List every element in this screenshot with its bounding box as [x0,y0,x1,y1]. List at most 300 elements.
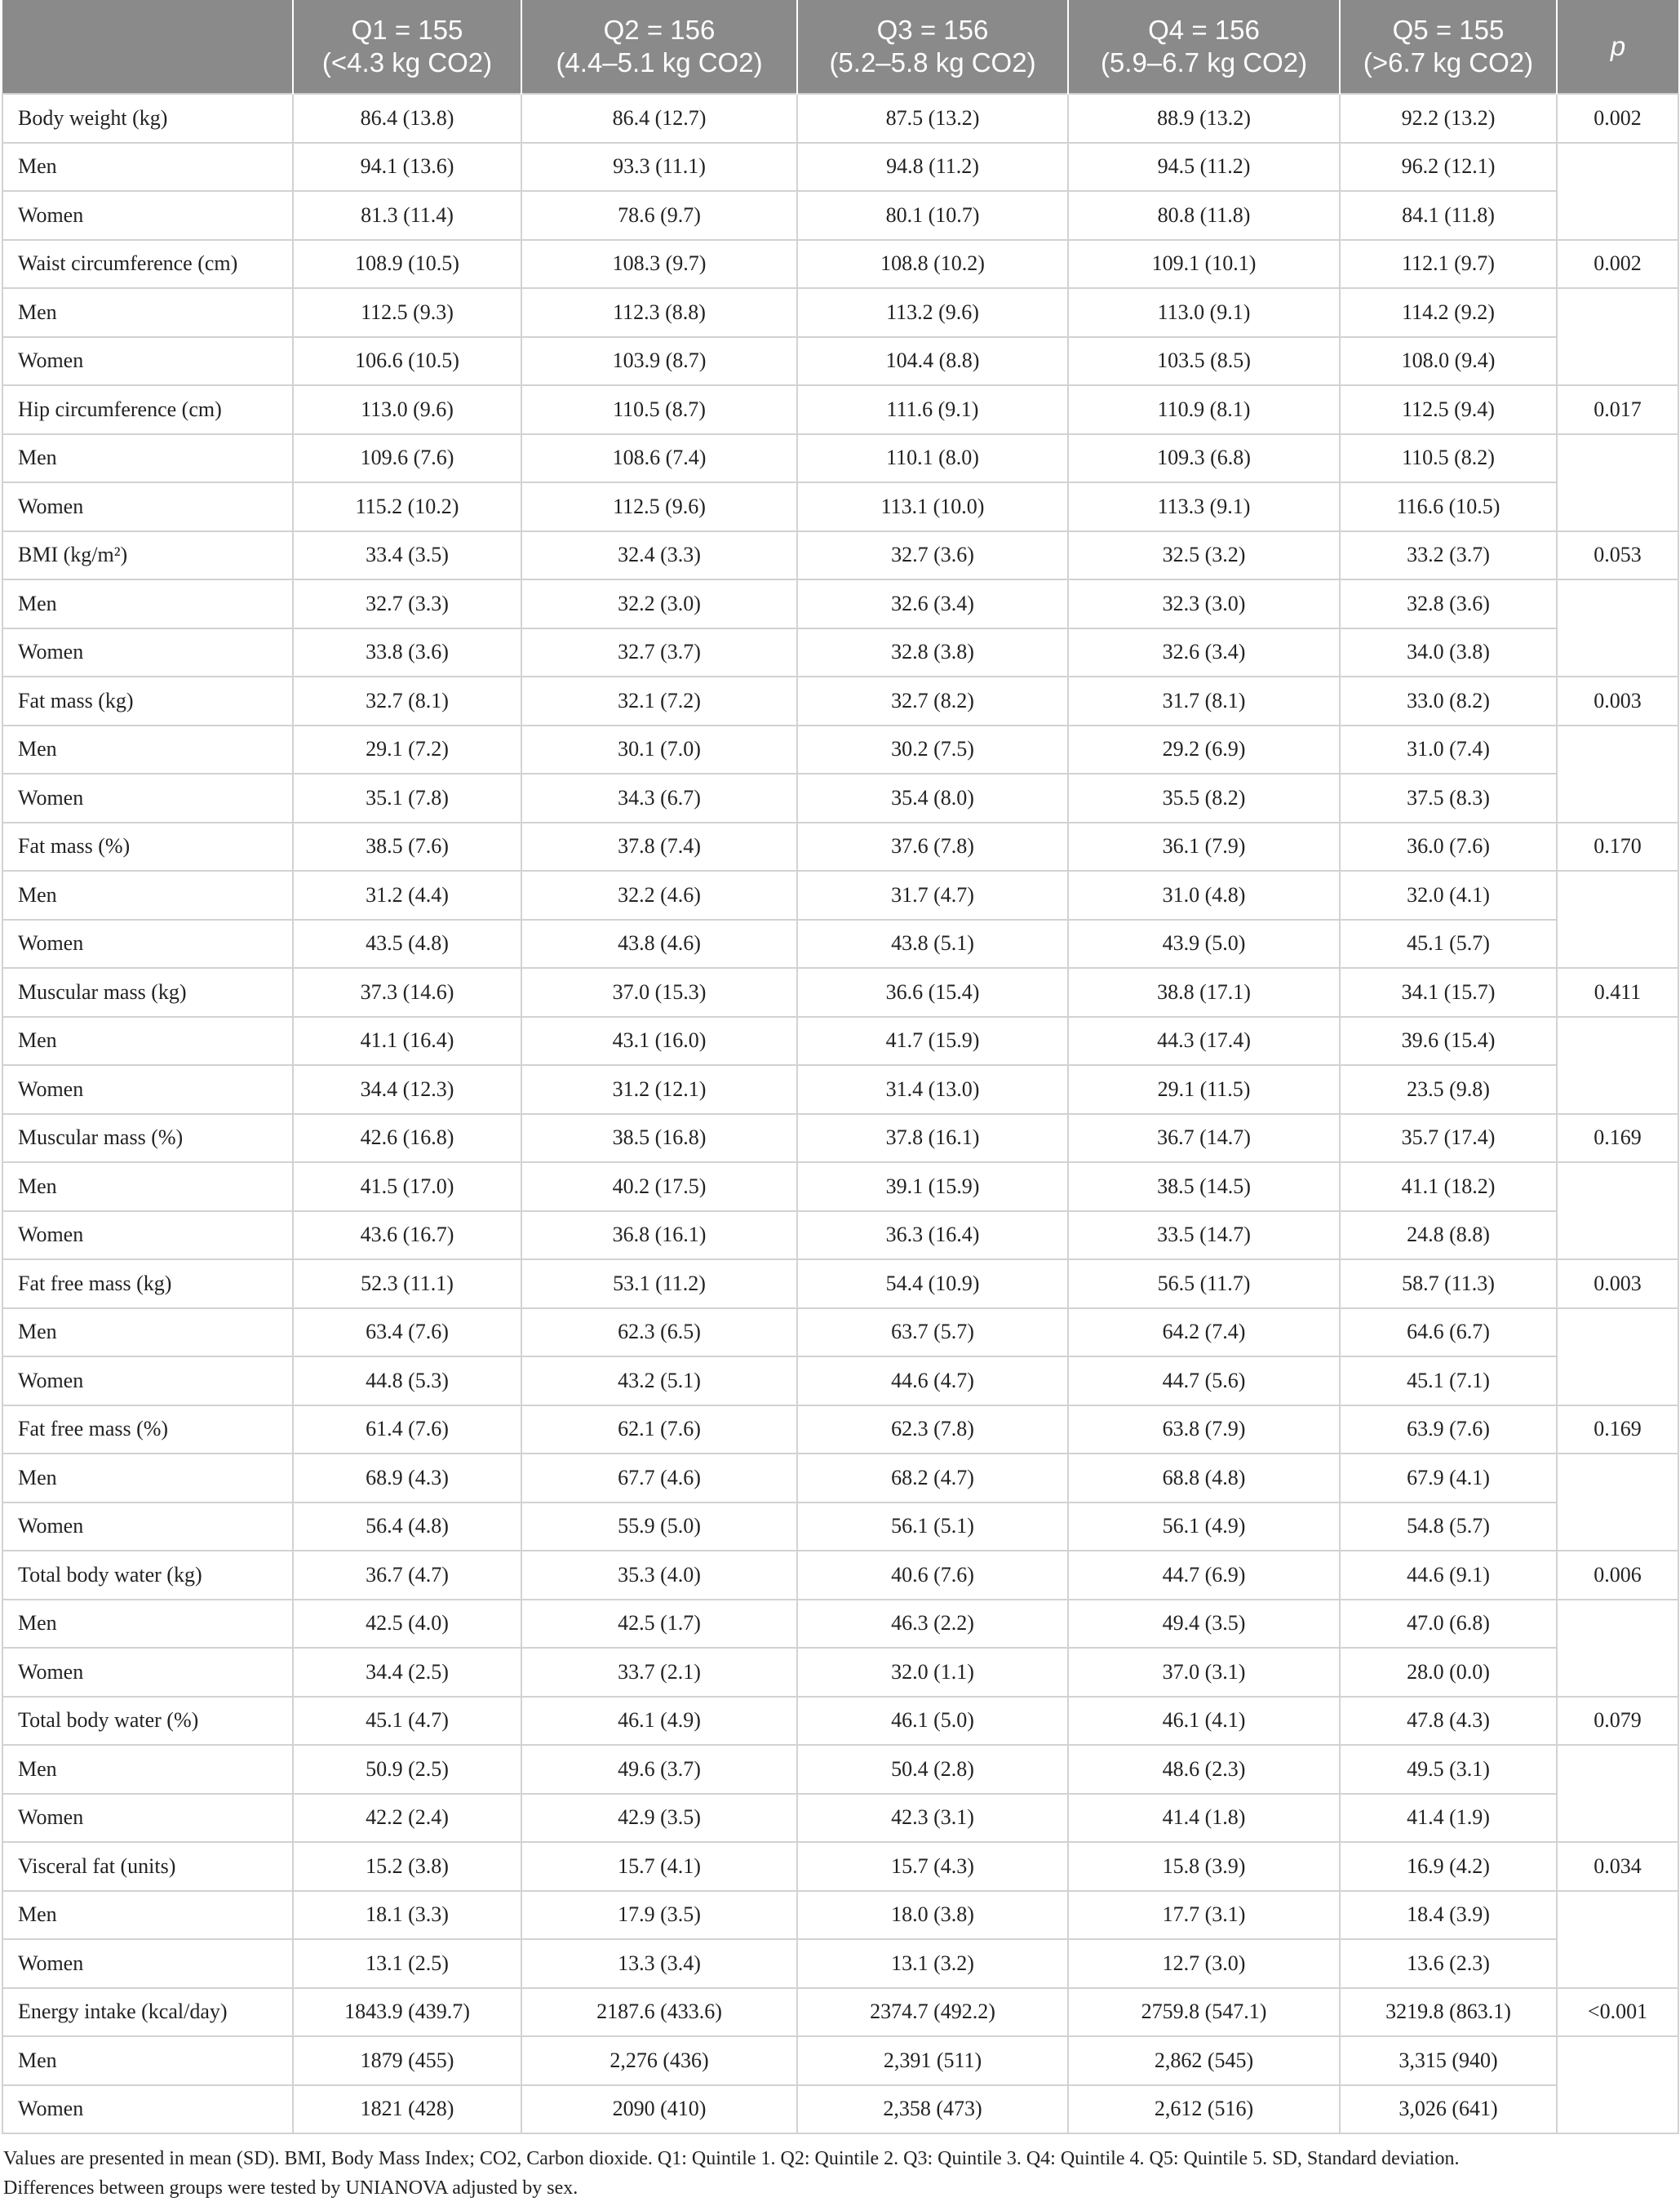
table-row [2,337,1678,386]
table-row [2,2036,1678,2085]
header-line-1: Q3 = 156 [876,15,989,45]
table-cell: 111.6 (9.1) [797,385,1068,434]
table-cell: 36.7 (4.7) [293,1551,521,1600]
header-line-1: Q2 = 156 [603,15,716,45]
table-cell: 12.7 (3.0) [1068,1939,1340,1988]
table-cell: 47.8 (4.3) [1340,1697,1557,1746]
header-line-1: Q1 = 155 [351,15,463,45]
table-row [2,1939,1678,1988]
header-line-1: Q5 = 155 [1392,15,1505,45]
table-cell: 56.5 (11.7) [1068,1259,1340,1308]
table-cell: 41.7 (15.9) [797,1017,1068,1066]
table-row [2,628,1678,677]
table-cell: 38.5 (14.5) [1068,1162,1340,1211]
table-cell: 32.5 (3.2) [1068,531,1340,580]
table-cell: 106.6 (10.5) [293,337,521,386]
table-cell: 41.5 (17.0) [293,1162,521,1211]
table-cell: 31.0 (4.8) [1068,871,1340,920]
table-cell: 113.2 (9.6) [797,288,1068,337]
table-cell: 56.1 (4.9) [1068,1502,1340,1551]
table-cell: 32.0 (1.1) [797,1648,1068,1697]
table-cell: 103.9 (8.7) [521,337,797,386]
table-cell: 18.0 (3.8) [797,1891,1068,1940]
table-row [2,1551,1678,1600]
table-cell: 113.3 (9.1) [1068,482,1340,531]
table-cell [1557,1745,1678,1842]
table-row [2,1697,1678,1746]
table-cell: 45.1 (5.7) [1340,920,1557,969]
table-cell: 68.9 (4.3) [293,1454,521,1502]
row-label: Women [2,774,293,823]
table-cell: 108.3 (9.7) [521,240,797,289]
table-cell: 31.7 (4.7) [797,871,1068,920]
table-cell: 108.0 (9.4) [1340,337,1557,386]
table-cell: 35.4 (8.0) [797,774,1068,823]
table-cell: 38.5 (16.8) [521,1114,797,1163]
row-label: Total body water (kg) [2,1551,293,1600]
results-table [2,0,1679,2134]
table-cell: 29.1 (7.2) [293,726,521,775]
table-cell: 43.5 (4.8) [293,920,521,969]
row-label: Men [2,2036,293,2085]
table-cell [1557,579,1678,677]
header-line-1: p [1610,31,1626,61]
row-label: Men [2,871,293,920]
table-cell: 63.4 (7.6) [293,1308,521,1357]
table-row [2,1600,1678,1649]
table-cell: 3,315 (940) [1340,2036,1557,2085]
table-cell: 2090 (410) [521,2085,797,2134]
table-cell: 86.4 (13.8) [293,94,521,143]
row-label: Men [2,726,293,775]
table-row [2,1017,1678,1066]
row-label: Fat mass (kg) [2,677,293,726]
table-cell: 113.0 (9.6) [293,385,521,434]
table-cell: 42.9 (3.5) [521,1794,797,1843]
table-cell: 58.7 (11.3) [1340,1259,1557,1308]
table-cell: 50.9 (2.5) [293,1745,521,1794]
table-cell: 110.9 (8.1) [1068,385,1340,434]
table-cell: 37.6 (7.8) [797,823,1068,872]
table-cell: 84.1 (11.8) [1340,191,1557,240]
table-cell: 32.8 (3.8) [797,628,1068,677]
table-cell: 0.169 [1557,1114,1678,1163]
table-cell: 0.003 [1557,1259,1678,1308]
table-row [2,1259,1678,1308]
table-cell: 18.1 (3.3) [293,1891,521,1940]
table-row [2,240,1678,289]
row-label: Men [2,579,293,628]
table-cell: 110.5 (8.2) [1340,434,1557,483]
table-cell: 43.1 (16.0) [521,1017,797,1066]
table-cell: <0.001 [1557,1988,1678,2037]
row-label: BMI (kg/m²) [2,531,293,580]
table-cell [1557,726,1678,823]
table-cell: 36.6 (15.4) [797,968,1068,1017]
table-cell: 0.169 [1557,1405,1678,1454]
table-cell: 32.0 (4.1) [1340,871,1557,920]
table-cell: 88.9 (13.2) [1068,94,1340,143]
table-row [2,1308,1678,1357]
table-cell: 15.7 (4.3) [797,1842,1068,1891]
table-cell: 33.0 (8.2) [1340,677,1557,726]
table-cell: 1879 (455) [293,2036,521,2085]
table-cell: 28.0 (0.0) [1340,1648,1557,1697]
row-label: Muscular mass (%) [2,1114,293,1163]
header-line-1: Q4 = 156 [1148,15,1260,45]
table-cell: 13.1 (3.2) [797,1939,1068,1988]
table-cell: 30.2 (7.5) [797,726,1068,775]
row-label: Women [2,1211,293,1260]
header-cell [797,0,1068,94]
table-row [2,871,1678,920]
row-label: Women [2,920,293,969]
header-cell [2,0,293,94]
table-cell: 13.3 (3.4) [521,1939,797,1988]
table-cell: 61.4 (7.6) [293,1405,521,1454]
table-row [2,1794,1678,1843]
table-cell [1557,1600,1678,1697]
table-cell: 112.3 (8.8) [521,288,797,337]
table-cell: 32.7 (8.1) [293,677,521,726]
table-cell: 32.1 (7.2) [521,677,797,726]
table-cell: 3,026 (641) [1340,2085,1557,2134]
table-header-row [2,0,1678,94]
table-cell: 1843.9 (439.7) [293,1988,521,2037]
table-cell: 32.7 (8.2) [797,677,1068,726]
table-cell: 62.3 (7.8) [797,1405,1068,1454]
table-cell: 36.0 (7.6) [1340,823,1557,872]
table-row [2,288,1678,337]
row-label: Waist circumference (cm) [2,240,293,289]
row-label: Men [2,1745,293,1794]
table-cell: 64.2 (7.4) [1068,1308,1340,1357]
table-cell: 63.8 (7.9) [1068,1405,1340,1454]
table-row [2,1454,1678,1502]
row-label: Energy intake (kcal/day) [2,1988,293,2037]
table-cell: 3219.8 (863.1) [1340,1988,1557,2037]
table-cell: 103.5 (8.5) [1068,337,1340,386]
table-cell: 94.8 (11.2) [797,143,1068,192]
row-label: Men [2,143,293,192]
table-cell: 112.5 (9.6) [521,482,797,531]
table-cell: 114.2 (9.2) [1340,288,1557,337]
table-cell: 32.7 (3.3) [293,579,521,628]
table-cell: 109.6 (7.6) [293,434,521,483]
table-cell: 2,612 (516) [1068,2085,1340,2134]
table-row [2,774,1678,823]
table-row [2,434,1678,483]
table-cell: 37.0 (3.1) [1068,1648,1340,1697]
table-cell: 44.6 (4.7) [797,1356,1068,1405]
table-cell: 33.8 (3.6) [293,628,521,677]
row-label: Women [2,191,293,240]
table-cell: 42.5 (4.0) [293,1600,521,1649]
row-label: Men [2,1308,293,1357]
table-cell: 42.3 (3.1) [797,1794,1068,1843]
row-label: Women [2,1065,293,1114]
row-label: Fat free mass (kg) [2,1259,293,1308]
table-cell: 63.9 (7.6) [1340,1405,1557,1454]
row-label: Women [2,1939,293,1988]
table-row [2,1745,1678,1794]
row-label: Men [2,1600,293,1649]
table-cell: 15.8 (3.9) [1068,1842,1340,1891]
table-cell: 34.3 (6.7) [521,774,797,823]
table-cell: 96.2 (12.1) [1340,143,1557,192]
table-cell: 0.003 [1557,677,1678,726]
table-cell [1557,871,1678,968]
table-cell: 29.1 (11.5) [1068,1065,1340,1114]
table-cell: 13.1 (2.5) [293,1939,521,1988]
table-cell: 35.1 (7.8) [293,774,521,823]
table-cell: 43.9 (5.0) [1068,920,1340,969]
table-cell: 47.0 (6.8) [1340,1600,1557,1649]
table-row [2,143,1678,192]
table-cell: 0.002 [1557,94,1678,143]
table-cell: 36.3 (16.4) [797,1211,1068,1260]
table-row [2,677,1678,726]
table-cell: 62.1 (7.6) [521,1405,797,1454]
table-cell: 44.3 (17.4) [1068,1017,1340,1066]
table-row [2,920,1678,969]
header-line-2: (>6.7 kg CO2) [1363,47,1534,78]
header-line-2: (4.4–5.1 kg CO2) [556,47,763,78]
table-cell: 45.1 (7.1) [1340,1356,1557,1405]
row-label: Men [2,434,293,483]
table-footnote [2,2144,1668,2203]
table-cell: 80.1 (10.7) [797,191,1068,240]
table-cell: 32.4 (3.3) [521,531,797,580]
table-cell: 2,862 (545) [1068,2036,1340,2085]
table-cell: 52.3 (11.1) [293,1259,521,1308]
table-cell: 32.7 (3.6) [797,531,1068,580]
table-cell: 115.2 (10.2) [293,482,521,531]
table-cell: 0.053 [1557,531,1678,580]
table-cell: 33.5 (14.7) [1068,1211,1340,1260]
row-label: Women [2,1502,293,1551]
table-cell: 37.5 (8.3) [1340,774,1557,823]
table-cell: 31.4 (13.0) [797,1065,1068,1114]
table-cell: 46.1 (4.9) [521,1697,797,1746]
row-label: Men [2,1454,293,1502]
table-cell [1557,1308,1678,1405]
table-cell: 33.7 (2.1) [521,1648,797,1697]
table-cell: 116.6 (10.5) [1340,482,1557,531]
header-cell [1340,0,1557,94]
table-cell: 110.1 (8.0) [797,434,1068,483]
table-cell [1557,1891,1678,1988]
table-cell: 42.2 (2.4) [293,1794,521,1843]
table-row [2,579,1678,628]
table-cell: 31.2 (12.1) [521,1065,797,1114]
table-cell: 32.7 (3.7) [521,628,797,677]
table-cell: 2,358 (473) [797,2085,1068,2134]
table-cell: 32.2 (4.6) [521,871,797,920]
table-row [2,385,1678,434]
table-cell: 55.9 (5.0) [521,1502,797,1551]
table-cell: 0.079 [1557,1697,1678,1746]
row-label: Women [2,337,293,386]
row-label: Women [2,482,293,531]
table-cell: 39.6 (15.4) [1340,1017,1557,1066]
table-cell: 34.4 (2.5) [293,1648,521,1697]
table-row [2,482,1678,531]
table-cell: 32.3 (3.0) [1068,579,1340,628]
table-cell: 41.1 (16.4) [293,1017,521,1066]
table-cell: 112.1 (9.7) [1340,240,1557,289]
table-cell: 37.8 (16.1) [797,1114,1068,1163]
table-cell: 32.8 (3.6) [1340,579,1557,628]
table-cell: 39.1 (15.9) [797,1162,1068,1211]
table-cell: 110.5 (8.7) [521,385,797,434]
header-cell [293,0,521,94]
table-row [2,1842,1678,1891]
table-cell: 0.017 [1557,385,1678,434]
table-cell: 34.0 (3.8) [1340,628,1557,677]
table-cell: 112.5 (9.3) [293,288,521,337]
row-label: Body weight (kg) [2,94,293,143]
table-cell: 2,276 (436) [521,2036,797,2085]
table-cell: 67.7 (4.6) [521,1454,797,1502]
header-line-2: (<4.3 kg CO2) [321,47,493,78]
footnote-line-2: Differences between groups were tested by UNIANOVA adjusted by sex. [3,2177,578,2199]
table-cell: 50.4 (2.8) [797,1745,1068,1794]
table-cell: 108.6 (7.4) [521,434,797,483]
table-row [2,1648,1678,1697]
row-label: Women [2,1648,293,1697]
table-cell: 40.2 (17.5) [521,1162,797,1211]
table-cell [1557,143,1678,240]
table-cell: 44.7 (5.6) [1068,1356,1340,1405]
table-cell: 46.3 (2.2) [797,1600,1068,1649]
table-cell: 48.6 (2.3) [1068,1745,1340,1794]
table-cell: 41.4 (1.8) [1068,1794,1340,1843]
table-cell: 87.5 (13.2) [797,94,1068,143]
table-cell: 93.3 (11.1) [521,143,797,192]
table-cell: 40.6 (7.6) [797,1551,1068,1600]
table-row [2,2085,1678,2134]
table-cell [1557,1454,1678,1551]
table-cell: 44.8 (5.3) [293,1356,521,1405]
table-cell: 35.5 (8.2) [1068,774,1340,823]
table-cell: 18.4 (3.9) [1340,1891,1557,1940]
footnote-line-1: Values are presented in mean (SD). BMI, Body Mass Index; CO2, Carbon dioxide. Q1: Quintile 1. Q2: Quintile 2. Q3: Quintile 3. Q4: Quintile 4. Q5: Quintile 5. SD, Standard deviation. [3,2148,1460,2169]
table-cell: 2187.6 (433.6) [521,1988,797,2037]
table-cell: 34.4 (12.3) [293,1065,521,1114]
header-line-2: (5.9–6.7 kg CO2) [1100,47,1308,78]
table-cell: 32.2 (3.0) [521,579,797,628]
table-cell: 104.4 (8.8) [797,337,1068,386]
table-cell: 113.0 (9.1) [1068,288,1340,337]
table-cell: 54.4 (10.9) [797,1259,1068,1308]
table-row [2,1114,1678,1163]
table-row [2,1988,1678,2037]
table-cell: 113.1 (10.0) [797,482,1068,531]
table-cell: 36.1 (7.9) [1068,823,1340,872]
table-cell: 49.6 (3.7) [521,1745,797,1794]
table-cell: 46.1 (4.1) [1068,1697,1340,1746]
row-label: Women [2,1794,293,1843]
table-cell: 49.4 (3.5) [1068,1600,1340,1649]
table-cell: 62.3 (6.5) [521,1308,797,1357]
table-cell: 33.2 (3.7) [1340,531,1557,580]
table-cell: 53.1 (11.2) [521,1259,797,1308]
table-cell: 45.1 (4.7) [293,1697,521,1746]
table-cell: 112.5 (9.4) [1340,385,1557,434]
table-cell: 0.034 [1557,1842,1678,1891]
table-row [2,1502,1678,1551]
row-label: Men [2,1162,293,1211]
table-cell: 56.1 (5.1) [797,1502,1068,1551]
table-cell: 1821 (428) [293,2085,521,2134]
row-label: Total body water (%) [2,1697,293,1746]
table-cell: 0.006 [1557,1551,1678,1600]
table-cell: 30.1 (7.0) [521,726,797,775]
table-cell: 108.8 (10.2) [797,240,1068,289]
table-cell: 31.7 (8.1) [1068,677,1340,726]
table-cell [1557,2036,1678,2133]
table-cell: 63.7 (5.7) [797,1308,1068,1357]
table-cell: 37.3 (14.6) [293,968,521,1017]
row-label: Men [2,1017,293,1066]
table-row [2,1356,1678,1405]
table-cell: 35.3 (4.0) [521,1551,797,1600]
table-row [2,1405,1678,1454]
table-cell: 94.1 (13.6) [293,143,521,192]
table-cell: 31.2 (4.4) [293,871,521,920]
table-cell: 68.8 (4.8) [1068,1454,1340,1502]
table-cell: 24.8 (8.8) [1340,1211,1557,1260]
table-cell: 2374.7 (492.2) [797,1988,1068,2037]
row-label: Muscular mass (kg) [2,968,293,1017]
table-cell [1557,1017,1678,1114]
table-row [2,531,1678,580]
table-cell: 80.8 (11.8) [1068,191,1340,240]
row-label: Hip circumference (cm) [2,385,293,434]
table-cell [1557,1162,1678,1259]
table-cell: 54.8 (5.7) [1340,1502,1557,1551]
row-label: Women [2,2085,293,2134]
table-cell: 38.8 (17.1) [1068,968,1340,1017]
table-cell: 36.8 (16.1) [521,1211,797,1260]
table-cell: 2,391 (511) [797,2036,1068,2085]
table-cell: 13.6 (2.3) [1340,1939,1557,1988]
table-cell: 23.5 (9.8) [1340,1065,1557,1114]
table-cell: 41.1 (18.2) [1340,1162,1557,1211]
row-label: Men [2,1891,293,1940]
table-cell: 94.5 (11.2) [1068,143,1340,192]
header-line-2: (5.2–5.8 kg CO2) [829,47,1036,78]
table-cell: 44.7 (6.9) [1068,1551,1340,1600]
table-cell: 42.5 (1.7) [521,1600,797,1649]
table-cell: 37.8 (7.4) [521,823,797,872]
table-cell [1557,288,1678,385]
table-cell: 68.2 (4.7) [797,1454,1068,1502]
table-cell: 17.7 (3.1) [1068,1891,1340,1940]
table-cell: 64.6 (6.7) [1340,1308,1557,1357]
table-body [2,94,1678,2133]
table-row [2,1211,1678,1260]
table-row [2,823,1678,872]
table-row [2,1065,1678,1114]
row-label: Fat mass (%) [2,823,293,872]
table-cell: 43.8 (4.6) [521,920,797,969]
table-cell: 78.6 (9.7) [521,191,797,240]
table-row [2,1162,1678,1211]
table-cell: 43.2 (5.1) [521,1356,797,1405]
table-cell: 16.9 (4.2) [1340,1842,1557,1891]
